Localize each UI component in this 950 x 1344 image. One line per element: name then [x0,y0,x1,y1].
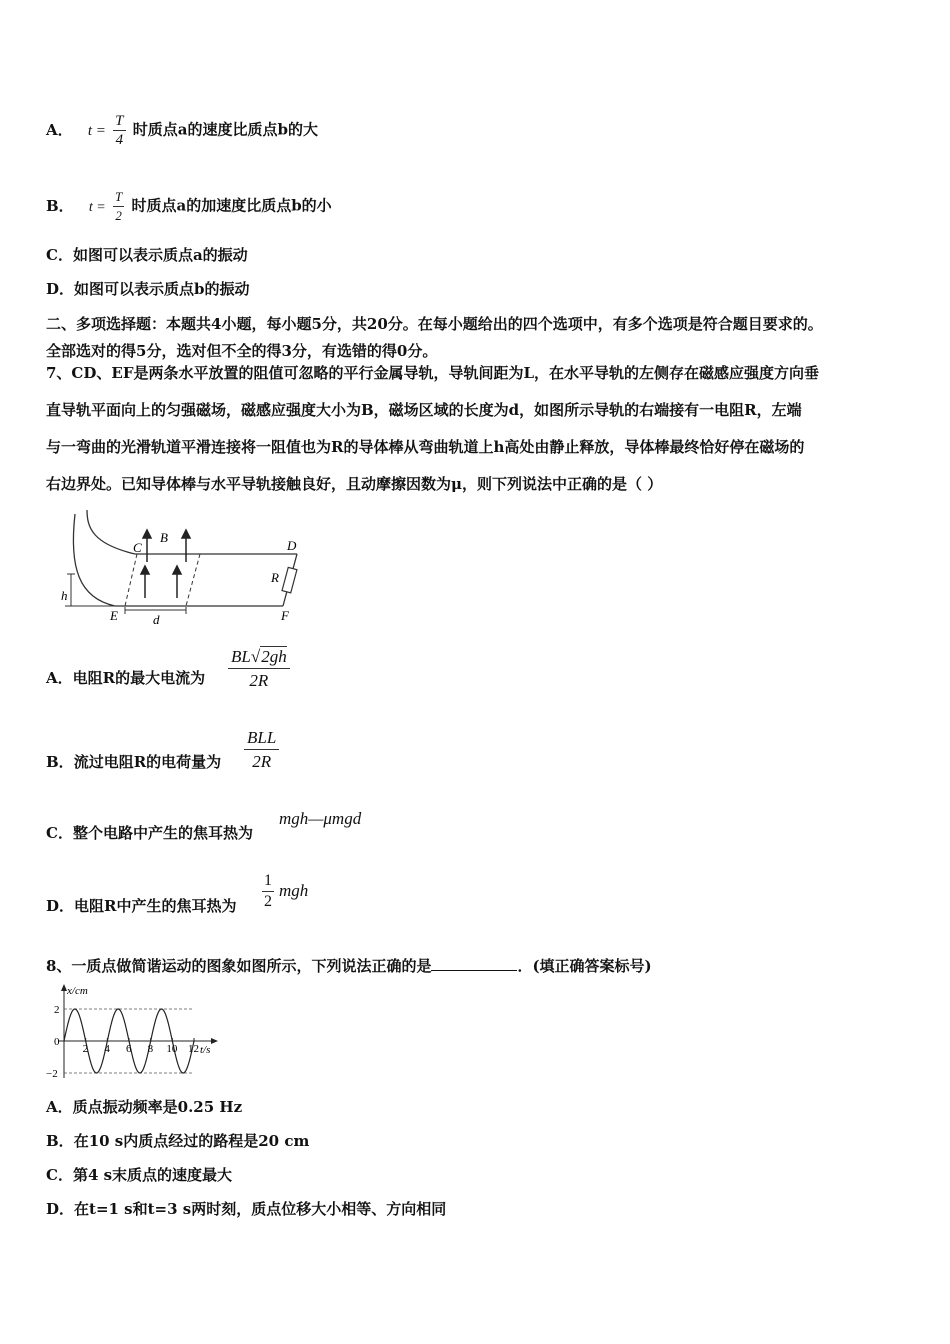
field-boundary-right [186,554,200,606]
option-label: B． [46,196,74,215]
fraction-denominator: 2R [249,671,269,690]
label-h: h [61,588,68,603]
q7-stem-line: 7、CD、EF是两条水平放置的阻值可忽略的平行金属导轨，导轨间距为L，在水平导轨的左侧存在磁感应强度方向垂 [46,364,820,382]
shm-displacement-chart [42,982,224,1082]
time-equation-lhs: t = [87,122,106,139]
q7-option-a[interactable] [46,668,205,688]
curved-track-inner [73,514,115,606]
option-text: 时质点a的速度比质点b的大 [132,120,318,139]
q7-stem-line: 直导轨平面向上的匀强磁场，磁感应强度大小为B，磁场区域的长度为d，如图所示导轨的右端接有一电阻R，左端 [46,401,802,419]
x-tick-label: 4 [104,1043,110,1055]
label-b: B [160,530,168,545]
q8-option-c[interactable] [46,1165,232,1185]
y-tick-label: 0 [54,1036,60,1048]
total-heat-expression: mgh—μmgd [279,809,362,828]
max-current-fraction: BL√2gh 2R [228,646,290,693]
fraction-numerator: BL [231,647,251,666]
option-label: B． [46,1132,74,1150]
q8-stem-suffix: ．(填正确答案标号) [517,957,652,975]
field-boundary-left [125,554,137,606]
q8-stem [46,955,652,976]
answer-blank[interactable] [431,955,517,971]
radicand: 2gh [261,647,287,666]
t-fraction [113,188,124,225]
section-2-line-1: 二、多项选择题：本题共4小题，每小题5分，共20分。在每小题给出的四个选项中，有多个选项是符合题目要求的。 [46,315,823,333]
option-label: D． [46,280,75,298]
label-f: F [281,608,289,623]
option-label: D． [46,897,75,915]
fraction-denominator: 2 [115,208,122,223]
curved-track-outer [87,510,135,554]
option-label: A． [46,1098,73,1116]
option-text: 电阻R的最大电流为 [72,669,206,687]
resistor-heat-expression: mgh [279,881,309,900]
q7-stem-line: 与一弯曲的光滑轨道平滑连接将一阻值也为R的导体棒从弯曲轨道上h高处由静止释放，导体棒最终恰好停在磁场的 [46,438,805,456]
x-tick-label: 8 [147,1043,154,1055]
q7-option-b[interactable] [46,752,221,772]
fraction-denominator: 2R [252,752,272,771]
q7-option-c[interactable] [46,823,253,843]
field-arrow-head [182,530,190,538]
option-label: C． [46,1166,73,1184]
q7-option-d[interactable] [46,896,236,916]
q8-option-d[interactable] [46,1199,446,1219]
fraction-denominator: 2 [264,893,272,910]
option-text: 在10 s内质点经过的路程是20 cm [73,1132,310,1150]
q6-option-c[interactable] [46,245,248,265]
q6-option-a[interactable] [46,112,318,149]
option-text: 时质点a的加速度比质点b的小 [131,196,332,215]
label-d-length: d [153,612,160,626]
field-arrow-head [143,530,151,538]
option-label: D． [46,1200,75,1218]
q8-stem-text: 8、一质点做简谐运动的图象如图所示，下列说法正确的是 [46,957,432,975]
q7-stem [46,355,908,503]
q8-option-a[interactable] [46,1097,242,1117]
option-text: 整个电路中产生的焦耳热为 [72,824,253,842]
section-2-line-2: 全部选对的得5分，选对但不全的得3分，有选错的得0分。 [46,342,438,360]
x-tick-label: 6 [126,1043,132,1055]
x-axis-label: t/s [200,1044,211,1056]
fraction-numerator: BLL [244,727,279,750]
y-axis-label: x/cm [67,985,88,997]
option-label: C． [46,246,73,264]
q6-option-b[interactable] [46,188,332,225]
label-d: D [287,538,297,553]
option-text: 电阻R中产生的焦耳热为 [74,897,237,915]
label-e: E [110,608,118,623]
option-label: C． [46,824,73,842]
option-text: 流过电阻R的电荷量为 [73,753,222,771]
field-arrow-head [173,566,181,574]
q7-rail-diagram [55,508,310,626]
time-equation-lhs: t = [88,199,106,215]
option-text: 如图可以表示质点a的振动 [72,246,248,264]
t-fraction [113,112,125,149]
y-tick-label: 2 [54,1004,60,1016]
y-tick-label: −2 [46,1068,58,1080]
option-label: B． [46,753,74,771]
x-tick-label: 10 [166,1043,178,1055]
x-tick-label: 2 [82,1043,89,1055]
fraction-denominator: 4 [115,132,124,148]
option-label: A． [46,120,73,139]
option-label: A． [46,669,73,687]
charge-fraction [244,727,279,774]
q8-option-b[interactable] [46,1131,309,1151]
label-r: R [271,570,279,585]
option-text: 质点振动频率是0.25 Hz [72,1098,243,1116]
fraction-numerator: T [113,188,124,207]
q7-stem-line: 右边界处。已知导体棒与水平导轨接触良好，且动摩擦因数为μ，则下列说法中正确的是（ ） [46,475,663,493]
label-c: C [133,540,142,555]
option-text: 在t=1 s和t=3 s两时刻，质点位移大小相等、方向相同 [74,1200,447,1218]
fraction-numerator: 1 [262,871,274,892]
x-axis-arrow [211,1038,218,1044]
half-fraction [262,871,274,912]
fraction-numerator: T [115,113,124,129]
field-arrow-head [141,566,149,574]
x-tick-label: 12 [188,1043,199,1055]
option-text: 第4 s末质点的速度最大 [72,1166,233,1184]
q6-option-d[interactable] [46,279,250,299]
option-text: 如图可以表示质点b的振动 [74,280,250,298]
resistor-r [282,567,297,593]
